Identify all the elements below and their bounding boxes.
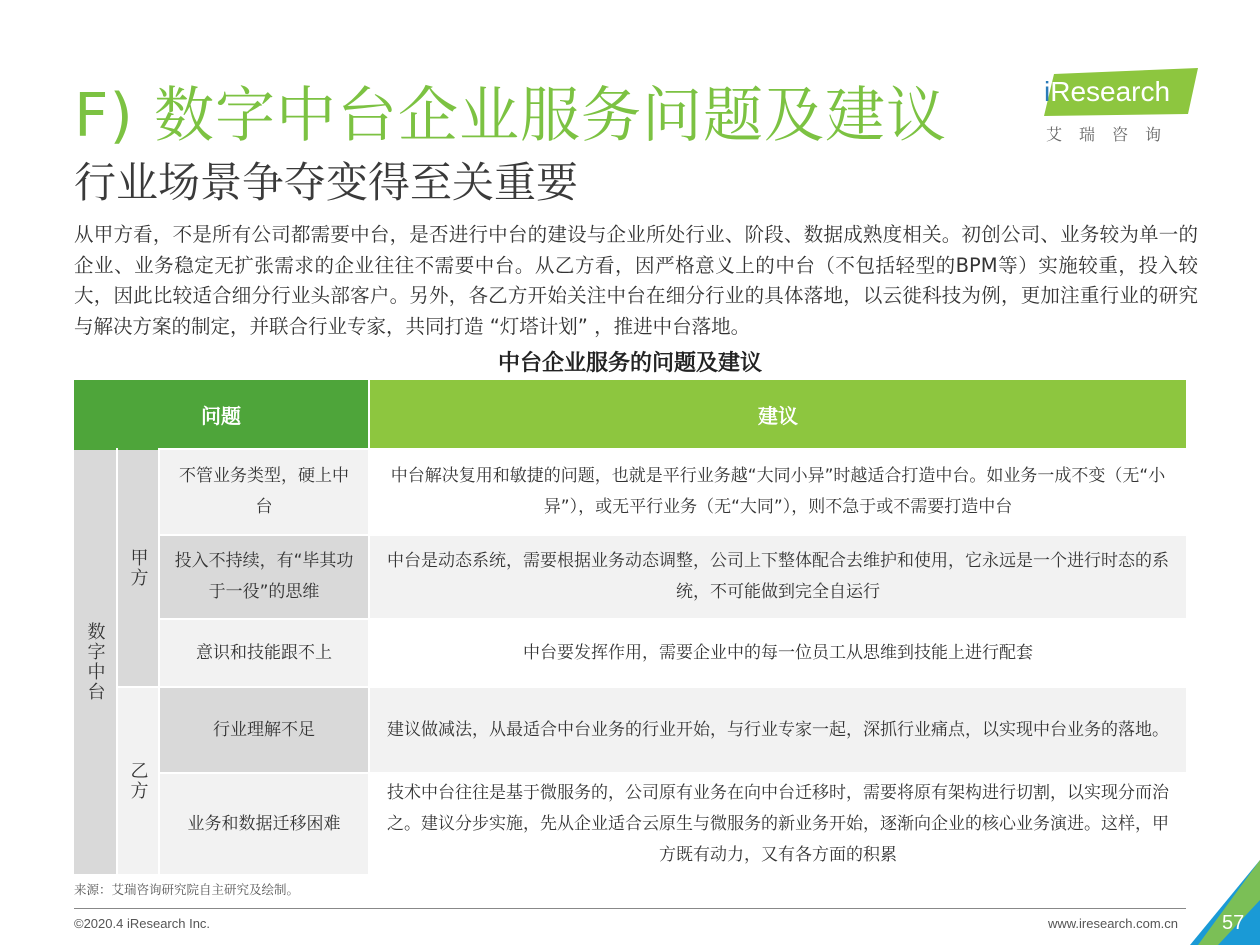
table-row-problem: 业务和数据迁移困难 <box>160 774 368 874</box>
table-row-suggestion: 中台是动态系统，需要根据业务动态调整，公司上下整体配合去维护和使用，它永远是一个进行时态的系统，不可能做到完全自运行 <box>370 536 1186 618</box>
table-row-problem: 意识和技能跟不上 <box>160 620 368 686</box>
table-row-suggestion: 中台要发挥作用，需要企业中的每一位员工从思维到技能上进行配套 <box>370 620 1186 686</box>
copyright: ©2020.4 iResearch Inc. <box>74 916 211 931</box>
page-subtitle: 行业场景争夺变得至关重要 <box>74 158 579 207</box>
logo-chinese-name: 艾瑞咨询 <box>1046 125 1179 144</box>
footer-divider <box>74 908 1186 909</box>
table-row-problem: 不管业务类型，硬上中台 <box>160 450 368 534</box>
page-title: F) 数字中台企业服务问题及建议 <box>74 81 947 151</box>
party-a-label: 甲方 <box>127 548 149 588</box>
table-row-problem: 行业理解不足 <box>160 688 368 772</box>
source-note: 来源：艾瑞咨询研究院自主研究及绘制。 <box>74 882 300 897</box>
website-link[interactable]: www.iresearch.com.cn <box>1047 916 1178 931</box>
table-title: 中台企业服务的问题及建议 <box>497 351 762 376</box>
group-cell-digital-platform <box>74 450 116 874</box>
table-row-suggestion: 建议做减法，从最适合中台业务的行业开始，与行业专家一起，深抓行业痛点，以实现中台业务的落地。 <box>370 688 1186 772</box>
table-row-problem: 投入不持续，有“毕其功于一役”的思维 <box>160 536 368 618</box>
table-row-suggestion: 中台解决复用和敏捷的问题，也就是平行业务越“大同小异”时越适合打造中台。如业务一成不变（无“小异”），或无平行业务（无“大同”），则不急于或不需要打造中台 <box>370 450 1186 534</box>
page-number: 57 <box>1222 912 1245 934</box>
header-suggestion: 建议 <box>370 380 1186 448</box>
group-label: 数字中台 <box>84 622 106 702</box>
header-problem: 问题 <box>74 380 368 448</box>
party-b-label: 乙方 <box>127 761 149 801</box>
party-a-cell <box>118 450 158 686</box>
intro-paragraph: 从甲方看，不是所有公司都需要中台，是否进行中台的建设与企业所处行业、阶段、数据成熟度相关。初创公司、业务较为单一的企业、业务稳定无扩张需求的企业往往不需要中台。从乙方看，因严格意义上的中台（不包括轻型的BPM等）实施较重，投入较大，因此比较适合细分行业头部客户。另外，各乙方开始关注中台在细分行业的具体落地，以云徙科技为例，更加注重行业的研究与解决方案的制定，并联合行业专家，共同打造 “灯塔计划” ，推进中台落地。 <box>74 223 1198 338</box>
iresearch-logo <box>1040 66 1200 146</box>
party-b-cell <box>118 688 158 874</box>
logo-wordmark: iResearch <box>1044 76 1171 107</box>
table-row-suggestion: 技术中台往往是基于微服务的，公司原有业务在向中台迁移时，需要将原有架构进行切割，以实现分而治之。建议分步实施，先从企业适合云原生与微服务的新业务开始，逐渐向企业的核心业务演进。这样，甲方既有动力，又有各方面的积累 <box>370 774 1186 874</box>
